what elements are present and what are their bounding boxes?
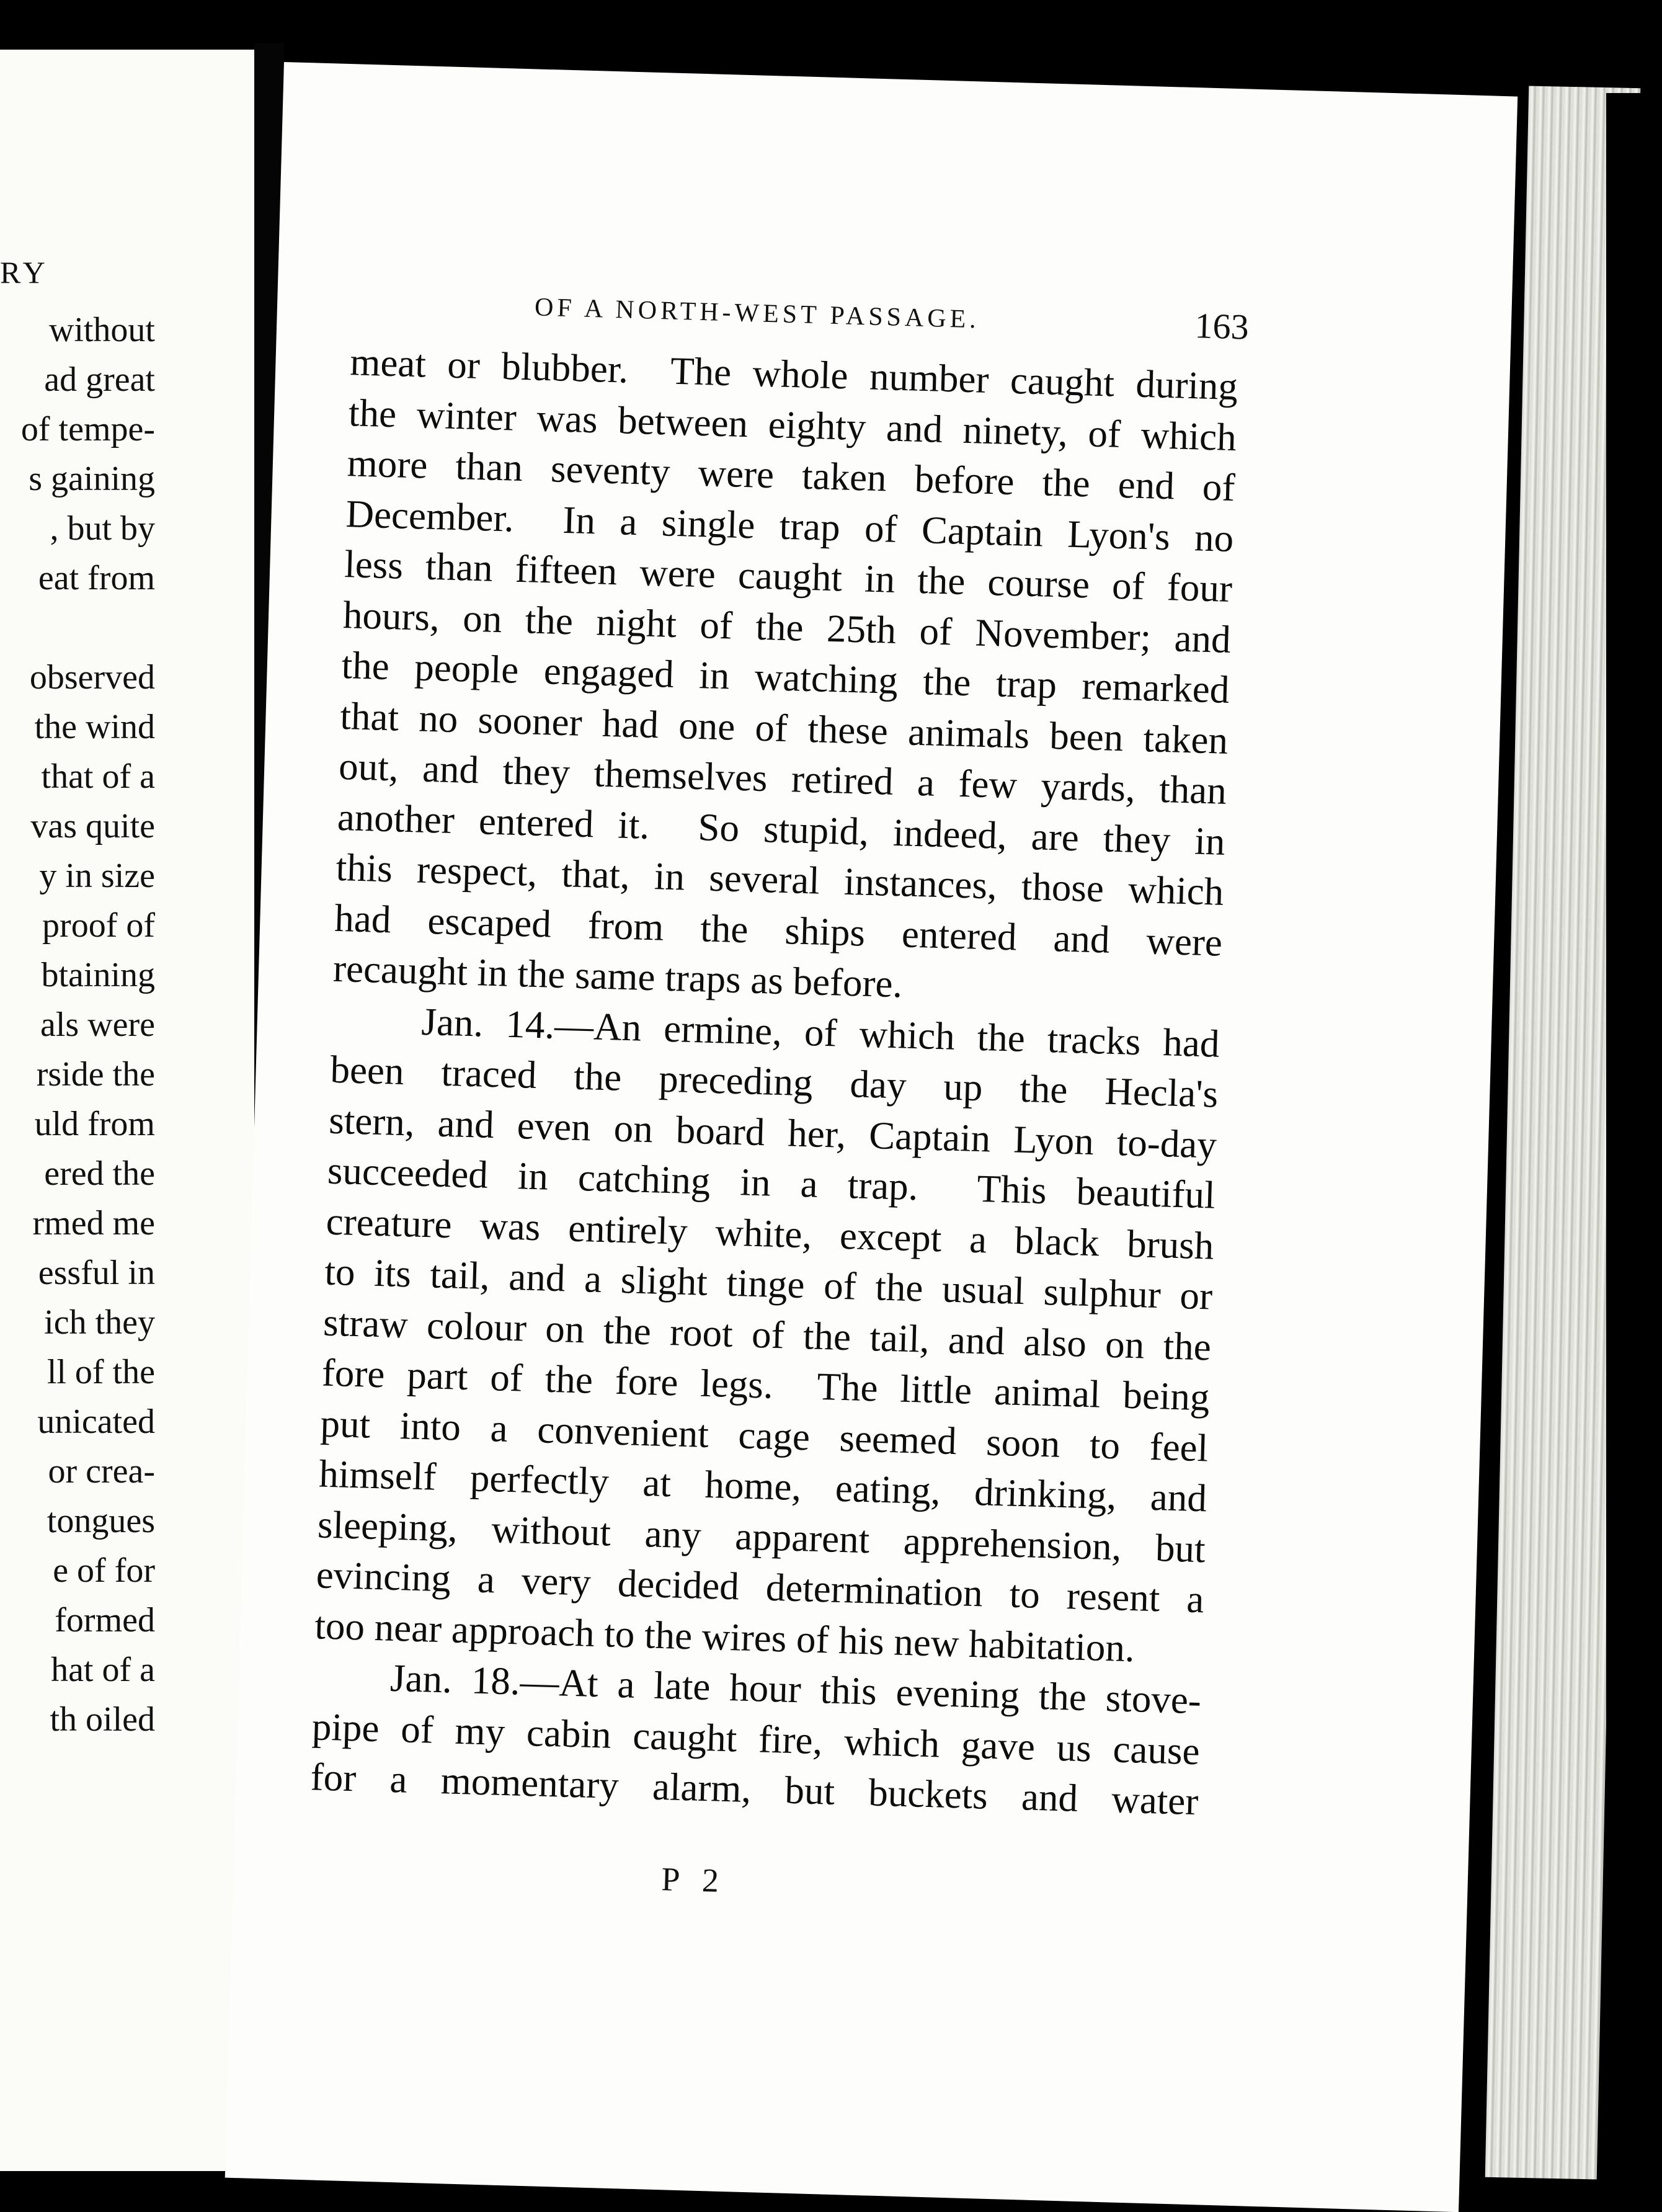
page-number: 163 xyxy=(1194,305,1250,347)
text-line: too near approach to the wires of his new habitation. xyxy=(314,1603,1135,1670)
left-text-line: uld from xyxy=(34,1105,155,1143)
left-text-line: als were xyxy=(40,1006,155,1044)
left-text-line: th oiled xyxy=(50,1700,155,1739)
text-line: the people engaged in watching the trap remarked xyxy=(340,643,1230,711)
left-text-line: e of for xyxy=(53,1551,155,1590)
text-line: that no sooner had one of these animals been taken xyxy=(339,693,1229,762)
left-text-line: eat from xyxy=(38,559,155,597)
text-line: meat or blubber. The whole number caught during xyxy=(349,340,1238,409)
text-line: the winter was between eighty and ninety, of which xyxy=(348,390,1237,459)
signature-mark: P 2 xyxy=(660,1860,727,1900)
left-text-line: that of a xyxy=(41,757,155,796)
text-line: out, and they themselves retired a few yards, than xyxy=(338,744,1227,813)
left-text-line: without xyxy=(48,311,155,349)
text-line: fore part of the fore legs. The little animal being xyxy=(321,1350,1211,1419)
text-line: stern, and even on board her, Captain Lyon to-day xyxy=(328,1098,1217,1167)
left-running-head: RY xyxy=(0,255,49,290)
text-line: creature was entirely white, except a black brush xyxy=(325,1199,1215,1268)
left-text-line: vas quite xyxy=(30,807,155,845)
text-line: evincing a very decided determination to resent a xyxy=(315,1553,1205,1621)
text-line: straw colour on the root of the tail, and also on the xyxy=(322,1300,1212,1369)
left-text-line: hat of a xyxy=(51,1651,155,1689)
text-line: Jan. 14.—An ermine, of which the tracks had xyxy=(331,997,1220,1066)
text-line: himself perfectly at home, eating, drinking, and xyxy=(318,1452,1207,1520)
text-line: hours, on the night of the 25th of November; and xyxy=(342,592,1232,661)
text-line: had escaped from the ships entered and were xyxy=(334,896,1223,965)
left-text-line: formed xyxy=(55,1601,155,1639)
text-line: put into a convenient cage seemed soon to feel xyxy=(319,1401,1209,1469)
left-text-line: , but by xyxy=(50,509,155,548)
left-text-line: unicated xyxy=(37,1403,155,1441)
left-text-line: ad great xyxy=(44,360,155,399)
running-title: OF A NORTH-WEST PASSAGE. xyxy=(534,293,980,334)
left-text-line: essful in xyxy=(38,1254,155,1292)
left-text-line: tongues xyxy=(47,1502,155,1540)
text-line: succeeded in catching in a trap. This beautiful xyxy=(327,1148,1216,1217)
left-text-line: y in size xyxy=(39,857,155,895)
text-line: this respect, that, in several instances, those which xyxy=(335,845,1225,914)
page-edges-shadow xyxy=(1606,93,1662,2179)
left-text-line: btaining xyxy=(41,956,155,994)
text-line: Jan. 18.—At a late hour this evening the stove- xyxy=(313,1654,1202,1723)
left-text-line: rside the xyxy=(36,1055,155,1094)
text-line: to its tail, and a slight tinge of the usual sulphur or xyxy=(324,1249,1214,1318)
left-text-line: or crea- xyxy=(48,1452,155,1491)
left-text-line: ered the xyxy=(44,1154,155,1193)
left-page-fragment xyxy=(0,50,254,2171)
right-page xyxy=(225,62,1518,2212)
text-line: recaught in the same traps as before. xyxy=(332,946,904,1006)
text-line: another entered it. So stupid, indeed, are they in xyxy=(337,795,1226,863)
text-line: December. In a single trap of Captain Lyon's no xyxy=(345,491,1235,560)
text-line: pipe of my cabin caught fire, which gave us cause xyxy=(311,1704,1201,1773)
text-line: for a momentary alarm, but buckets and water xyxy=(309,1755,1199,1824)
left-text-line: of tempe- xyxy=(20,410,155,448)
left-text-line: the wind xyxy=(34,708,155,746)
text-line: sleeping, without any apparent apprehension, but xyxy=(317,1502,1206,1571)
text-line: more than seventy were taken before the end of xyxy=(347,441,1236,510)
left-text-line: ll of the xyxy=(47,1353,155,1391)
left-text-line: ich they xyxy=(44,1303,155,1342)
left-text-line: s gaining xyxy=(29,460,155,498)
text-line: been traced the preceding day up the Hecla's xyxy=(329,1047,1219,1116)
left-text-line: proof of xyxy=(42,906,155,945)
left-text-line: rmed me xyxy=(32,1204,155,1242)
text-line: less than fifteen were caught in the course of four xyxy=(344,542,1233,611)
left-text-line: observed xyxy=(29,658,155,697)
